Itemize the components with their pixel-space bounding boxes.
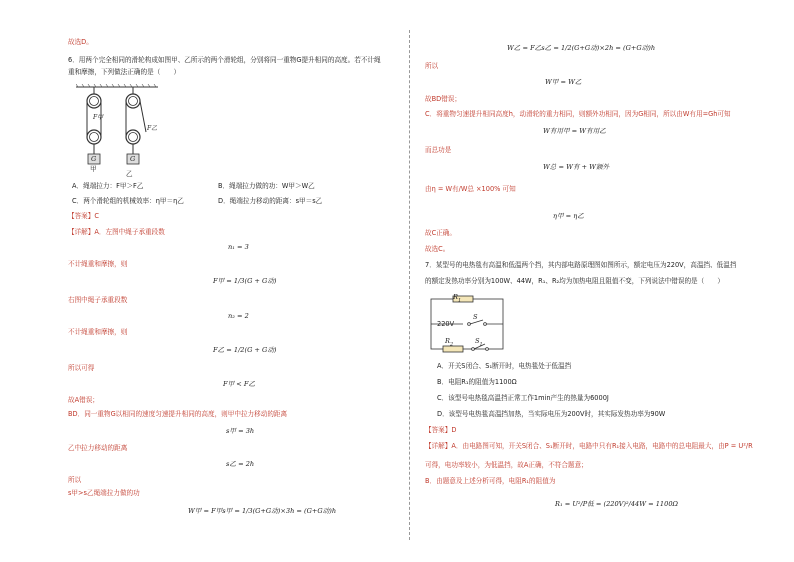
prev-answer: 故选D。 [68,38,93,46]
weight-label-yi: G [130,155,136,163]
question-6-line1: 6．用两个完全相同的滑轮构成如图甲、乙所示的两个滑轮组，分别将同一重物G提升相同的高度。若不计绳 [68,56,381,64]
so-1: 所以 [68,476,82,484]
equation-w-useful: W有用甲 = W有用乙 [543,127,606,135]
switch-s-label: S [473,313,478,321]
efficiency-intro: 由η = W有/W总 ×100% 可知 [425,185,516,193]
option-7c: C．该型号电热毯高温挡正常工作1min产生的热量为6000J [437,394,609,402]
choose-c: 故选C。 [425,245,450,253]
figure-yi-label: 乙 [126,170,133,178]
answer-7: 【答案】D [425,426,457,434]
switch-s1-label: $S_1$ [475,337,483,348]
no-friction-2: 不计绳重和摩擦，则 [68,328,128,336]
yi-distance: 乙中拉力移动的距离 [68,444,128,452]
equation-n2: n₂ = 2 [228,312,249,320]
equation-f-jia: F甲 = 1/3(G + G动) [213,277,277,285]
force-jia-label: F甲 [93,114,104,121]
resistor-r2-label: $R_2$ [445,337,454,348]
question-6-line2: 重和摩擦，下列做法正确的是（ ） [68,68,181,76]
figure-jia-label: 甲 [90,165,97,173]
equation-f-compare: F甲 < F乙 [223,380,256,388]
resistor-r1-label: $R_1$ [453,293,462,304]
option-b: B．绳端拉力做的功：W甲＞W乙 [218,182,315,190]
s-compare-work: s甲>s乙绳端拉力做的功 [68,489,140,497]
bd-wrong: 故BD错误； [425,95,461,103]
equation-w-equal: W甲 = W乙 [545,78,582,86]
equation-w-yi: W乙 = F乙s乙 = 1/2(G+G动)×2h = (G+G动)h [507,44,656,52]
equation-r1: R₁ = U²/P低 = (220V)²/44W = 1100Ω [555,500,678,508]
a-wrong: 故A错误； [68,396,99,404]
so-2: 所以 [425,62,439,70]
option-7a: A．开关S闭合、S₁断开时，电热毯处于低温挡 [437,362,572,370]
detail-6-intro: 【详解】A．左图中绳子承重段数 [68,228,165,236]
total-work-intro: 而总功是 [425,146,452,154]
right-figure-n: 右图中绳子承重段数 [68,296,128,304]
no-friction-1: 不计绳重和摩擦，则 [68,260,128,268]
option-7b: B．电阻R₁的阻值为1100Ω [437,378,517,386]
bd-analysis: BD．同一重物G以相同的速度匀速提升相同的高度，则甲中拉力移动的距离 [68,410,288,418]
so-get: 所以可得 [68,364,95,372]
equation-eta-equal: η甲 = η乙 [553,212,584,220]
detail-7-line2: 可得，电功率较小，为低温挡，故A正确，不符合题意； [425,461,588,469]
equation-n1: n₁ = 3 [228,243,249,251]
option-c: C．两个滑轮组的机械效率：η甲＝η乙 [72,197,184,205]
detail-7-line3: B．由题意及上述分析可得，电阻R₁的阻值为 [425,477,556,485]
c-analysis: C．将重物匀速提升相同高度h，动滑轮的重力相同，则额外功相同，因为G相同，所以由W有用=Gh可知 [425,110,731,118]
equation-f-yi: F乙 = 1/2(G + G动) [213,346,277,354]
question-7-line1: 7．某型号的电热毯有高温和低温两个挡，其内部电路原理图如图所示，额定电压为220V，高温挡、低温挡 [425,261,737,269]
question-7-line2: 的额定发热功率分别为100W、44W，R₁、R₂均为加热电阻且阻值不变，下列说法中错误的是（ ） [425,277,725,285]
force-yi-label: F乙 [147,125,158,132]
column-divider [409,30,410,540]
equation-s-jia: s甲 = 3h [226,427,255,435]
weight-label-jia: G [91,155,97,163]
equation-w-total: W总 = W有 + W额外 [543,163,610,171]
option-d: D．绳端拉力移动的距离：s甲＝s乙 [218,197,323,205]
option-7d: D．该型号电热毯高温挡加热，当实际电压为200V时，其实际发热功率为90W [437,410,666,418]
voltage-label: 220V [437,320,455,328]
c-right: 故C正确。 [425,229,456,237]
equation-s-yi: s乙 = 2h [226,460,255,468]
option-a: A．绳端拉力：F甲＞F乙 [72,182,144,190]
equation-w-jia: W甲 = F甲s甲 = 1/3(G+G动)×3h = (G+G动)h [188,507,337,515]
detail-7-line1: 【详解】A．由电路图可知，开关S闭合、S₁断开时，电路中只有R₁接入电路，电路中的总电阻最大，由P = U²/R [425,442,753,450]
answer-6: 【答案】C [68,212,99,220]
